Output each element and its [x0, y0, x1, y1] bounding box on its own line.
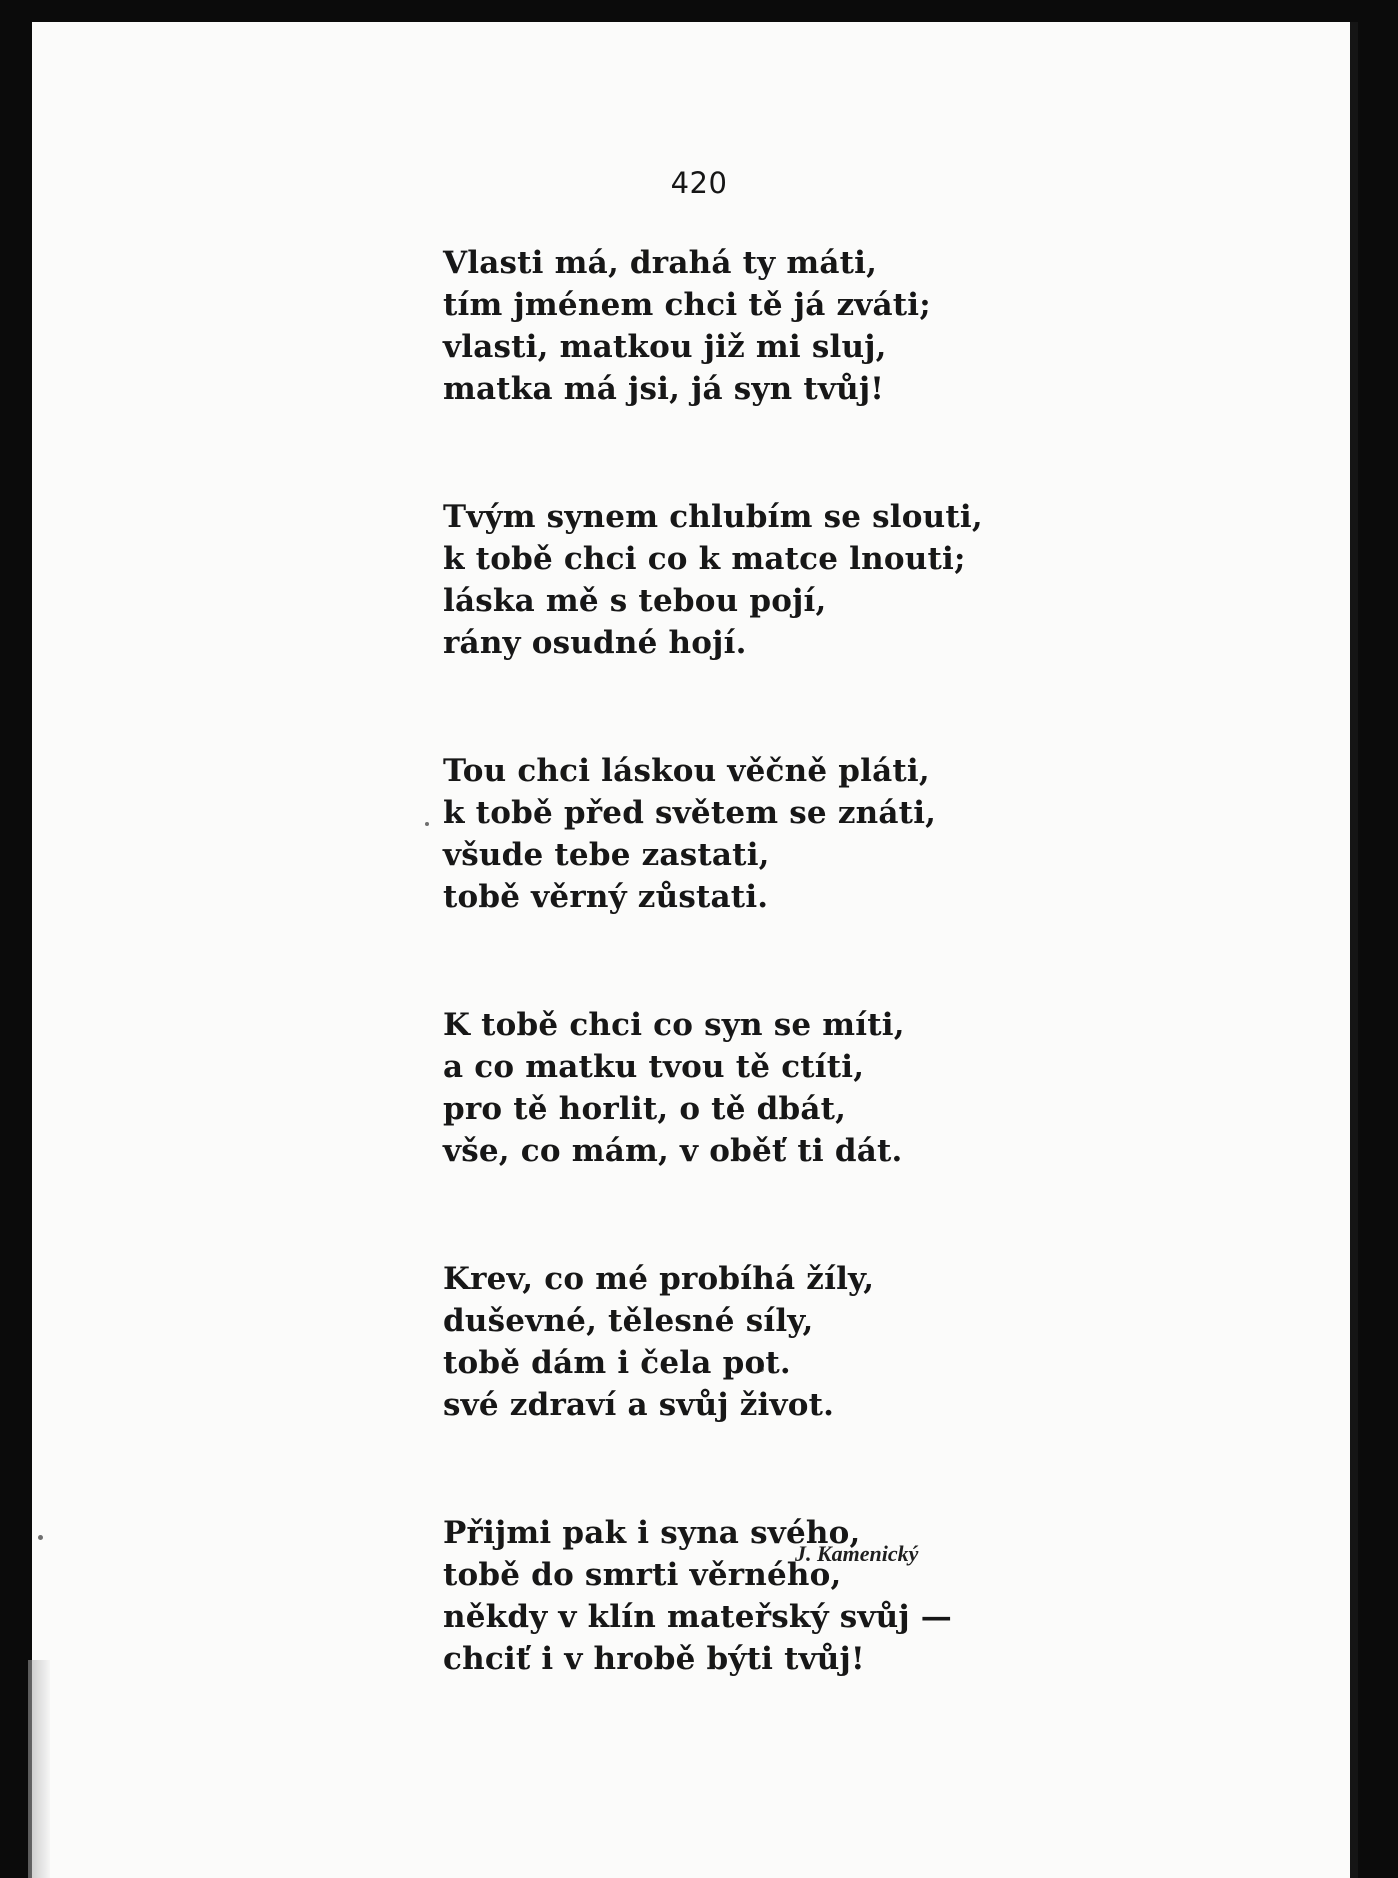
- poem-line: někdy v klín mateřský svůj —: [443, 1599, 953, 1635]
- poem: [443, 242, 1003, 1680]
- stanza: [443, 242, 1003, 410]
- stanza: [443, 1258, 1003, 1426]
- stanza: [443, 1512, 1003, 1680]
- poem-line: vše, co mám, v oběť ti dát.: [443, 1133, 903, 1169]
- poem-line: k tobě před světem se znáti,: [443, 795, 937, 831]
- stanza: [443, 496, 1003, 664]
- poem-line: K tobě chci co syn se míti,: [443, 1007, 905, 1043]
- poem-line: pro tě horlit, o tě dbát,: [443, 1091, 847, 1127]
- poem-line: k tobě chci co k matce lnouti;: [443, 541, 966, 577]
- poem-line: tobě věrný zůstati.: [443, 879, 769, 915]
- poem-line: své zdraví a svůj život.: [443, 1387, 835, 1423]
- author-signature: J. Kamenický: [795, 1541, 919, 1566]
- scan-speck: [425, 822, 429, 826]
- poem-line: duševné, tělesné síly,: [443, 1303, 814, 1339]
- poem-line: Tou chci láskou věčně pláti,: [443, 753, 930, 789]
- poem-line: rány osudné hojí.: [443, 625, 747, 661]
- poem-line: a co matku tvou tě ctíti,: [443, 1049, 865, 1085]
- poem-line: láska mě s tebou pojí,: [443, 583, 827, 619]
- poem-line: Vlasti má, drahá ty máti,: [443, 245, 878, 281]
- stanza: [443, 1004, 1003, 1172]
- page-edge-scan-shade: [28, 1660, 50, 1878]
- poem-line: Krev, co mé probíhá žíly,: [443, 1261, 875, 1297]
- poem-line: tobě dám i čela pot.: [443, 1345, 791, 1381]
- poem-line: matka má jsi, já syn tvůj!: [443, 371, 885, 407]
- poem-line: Přijmi pak i syna svého,: [443, 1515, 861, 1551]
- page-number: 420: [670, 166, 728, 200]
- page-edge-shadow: [1350, 22, 1358, 1878]
- stanza: [443, 750, 1003, 918]
- poem-line: vlasti, matkou již mi sluj,: [443, 329, 887, 365]
- poem-line: Tvým synem chlubím se slouti,: [443, 499, 983, 535]
- poem-line: chciť i v hrobě býti tvůj!: [443, 1641, 865, 1677]
- poem-line: tím jménem chci tě já zváti;: [443, 287, 931, 323]
- scan-speck: [38, 1535, 43, 1540]
- poem-line: tobě do smrti věrného,: [443, 1557, 842, 1593]
- poem-line: všude tebe zastati,: [443, 837, 770, 873]
